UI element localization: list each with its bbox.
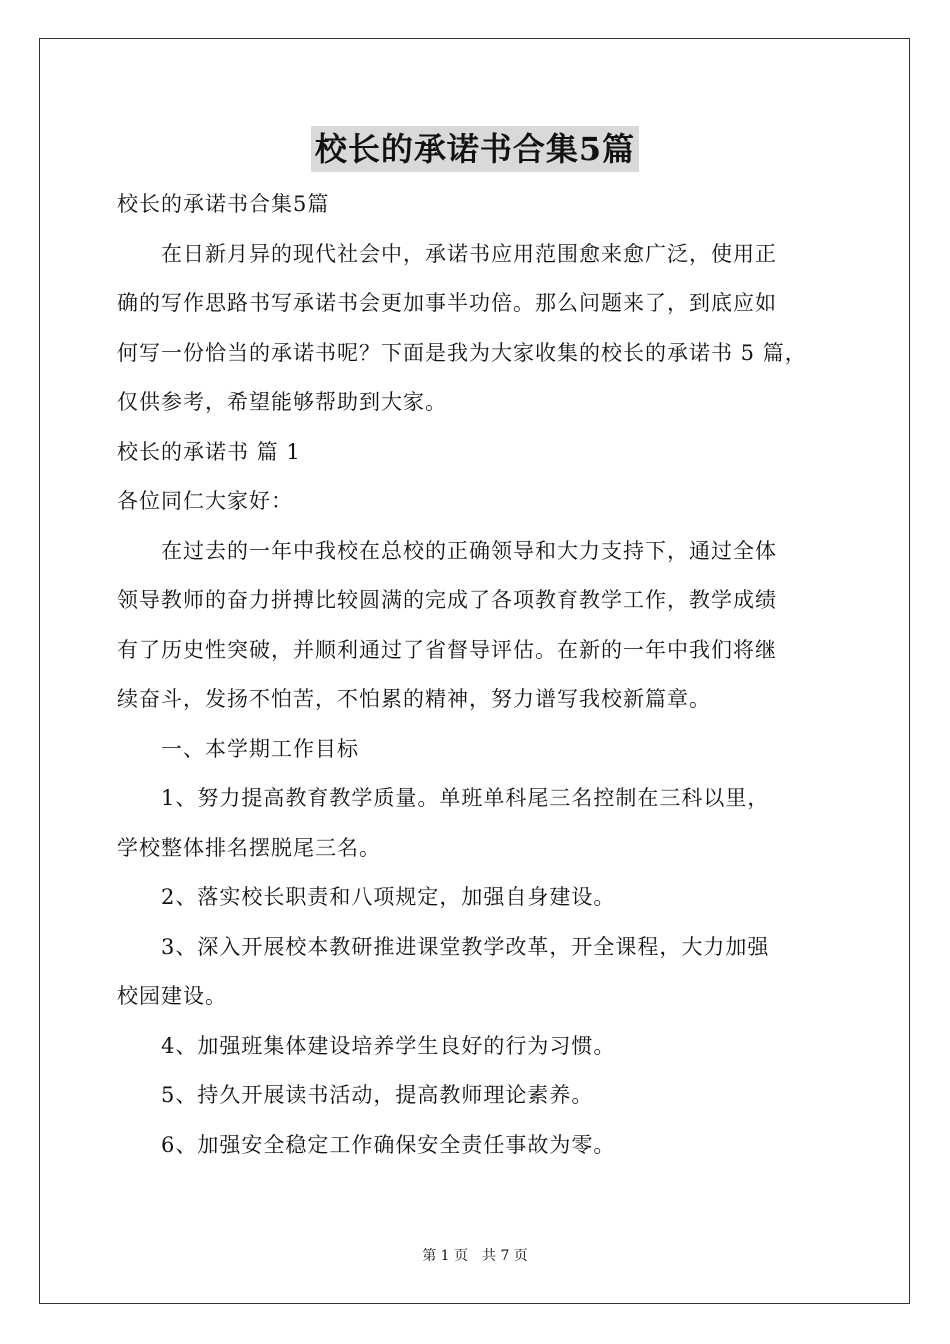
text-line: 校长的承诺书 篇 1 [117,439,301,464]
text-line: 6、加强安全稳定工作确保安全责任事故为零。 [161,1132,616,1157]
text-line: 一、本学期工作目标 [161,736,359,761]
document-title: 校长的承诺书合集5篇 [311,126,639,172]
text-line: 领导教师的奋力拼搏比较圆满的完成了各项教育教学工作，教学成绩 [117,588,777,612]
text-line: 3、深入开展校本教研推进课堂教学改革，开全课程，大力加强 [161,934,770,959]
text-line: 在过去的一年中我校在总校的正确领导和大力支持下，通过全体 [161,538,777,563]
text-line: 有了历史性突破，并顺利通过了省督导评估。在新的一年中我们将继 [117,637,777,662]
text-line: 续奋斗，发扬不怕苦，不怕累的精神，努力谱写我校新篇章。 [117,687,711,711]
text-line: 在日新月异的现代社会中，承诺书应用范围愈来愈广泛，使用正 [161,241,777,266]
text-line: 校园建设。 [117,984,227,1008]
text-line: 仅供参考，希望能够帮助到大家。 [117,390,447,414]
text-line: 何写一份恰当的承诺书呢？下面是我为大家收集的校长的承诺书 5 篇， [117,340,807,365]
page-footer [0,1246,950,1266]
title-container [0,126,950,172]
page-number: 第 1 页 [422,1248,468,1264]
text-line: 2、落实校长职责和八项规定，加强自身建设。 [161,885,616,909]
text-line: 4、加强班集体建设培养学生良好的行为习惯。 [161,1033,616,1058]
text-line: 校长的承诺书合集5篇 [117,192,330,216]
text-line: 各位同仁大家好： [117,489,293,513]
text-line: 5、持久开展读书活动，提高教师理论素养。 [161,1083,594,1107]
page-total: 共 7 页 [482,1248,528,1264]
document-body [117,180,837,1170]
text-line: 学校整体排名摆脱尾三名。 [117,835,381,860]
text-line: 1、努力提高教育教学质量。单班单科尾三名控制在三科以里， [161,786,770,810]
text-line: 确的写作思路书写承诺书会更加事半功倍。那么问题来了，到底应如 [117,291,777,315]
